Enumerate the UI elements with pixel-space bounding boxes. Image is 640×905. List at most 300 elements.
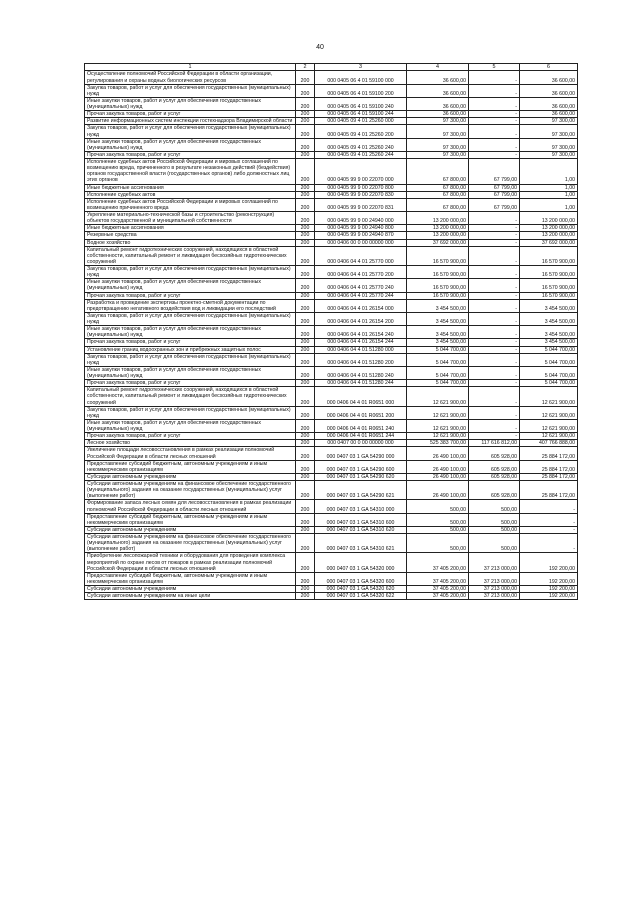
admin-code-cell: 200 <box>296 586 315 593</box>
executed-amount-cell: 605 928,00 <box>469 447 520 460</box>
admin-code-cell: 200 <box>296 232 315 239</box>
budget-code-cell: 000 0407 03 1 GA 54310 620 <box>315 526 407 533</box>
row-name-cell: Субсидии автономным учреждениям <box>85 526 296 533</box>
remaining-amount-cell: 16 570 900,00 <box>520 266 578 279</box>
executed-amount-cell: - <box>469 111 520 118</box>
budget-code-cell: 000 0405 99 9 00 22070 831 <box>315 198 407 211</box>
remaining-amount-cell: 3 454 500,00 <box>520 339 578 346</box>
admin-code-cell: 200 <box>296 500 315 513</box>
table-row <box>85 534 578 553</box>
admin-code-cell: 200 <box>296 191 315 198</box>
admin-code-cell: 200 <box>296 184 315 191</box>
budget-code-cell: 000 0406 04 4 01 25770 000 <box>315 246 407 265</box>
budget-code-cell: 000 0406 04 4 01 25770 244 <box>315 292 407 299</box>
remaining-amount-cell: 12 621 900,00 <box>520 419 578 432</box>
budget-code-cell: 000 0407 03 1 GA 54320 000 <box>315 553 407 572</box>
admin-code-cell: 200 <box>296 419 315 432</box>
approved-amount-cell: 16 570 900,00 <box>407 292 469 299</box>
table-row <box>85 500 578 513</box>
approved-amount-cell: 500,00 <box>407 534 469 553</box>
row-name-cell: Прочая закупка товаров, работ и услуг <box>85 111 296 118</box>
table-row <box>85 513 578 526</box>
admin-code-cell: 200 <box>296 138 315 151</box>
remaining-amount-cell: 3 454 500,00 <box>520 299 578 312</box>
admin-code-cell: 200 <box>296 266 315 279</box>
approved-amount-cell: 36 600,00 <box>407 111 469 118</box>
approved-amount-cell: 16 570 900,00 <box>407 279 469 292</box>
remaining-amount-cell: 192 200,00 <box>520 593 578 600</box>
row-name-cell: Закупка товаров, работ и услуг для обеспечения государственных (муниципальных) нужд <box>85 312 296 325</box>
executed-amount-cell: 605 928,00 <box>469 481 520 500</box>
row-name-cell: Лесное хозяйство <box>85 440 296 447</box>
table-row <box>85 460 578 473</box>
remaining-amount-cell: 192 200,00 <box>520 553 578 572</box>
approved-amount-cell: 3 454 500,00 <box>407 299 469 312</box>
table-row <box>85 387 578 406</box>
row-name-cell: Прочая закупка товаров, работ и услуг <box>85 151 296 158</box>
budget-code-cell: 000 0406 04 4 01 R0651 240 <box>315 419 407 432</box>
admin-code-cell: 200 <box>296 212 315 225</box>
table-row <box>85 118 578 125</box>
budget-code-cell: 000 0405 09 4 01 25260 000 <box>315 118 407 125</box>
admin-code-cell: 200 <box>296 326 315 339</box>
remaining-amount-cell: - <box>520 526 578 533</box>
executed-amount-cell: - <box>469 366 520 379</box>
table-row <box>85 299 578 312</box>
approved-amount-cell: 36 600,00 <box>407 97 469 110</box>
row-name-cell: Иные закупки товаров, работ и услуг для обеспечения государственных (муниципальных) нужд <box>85 419 296 432</box>
approved-amount-cell: 97 300,00 <box>407 125 469 138</box>
remaining-amount-cell: 5 044 700,00 <box>520 353 578 366</box>
remaining-amount-cell: 12 621 900,00 <box>520 406 578 419</box>
approved-amount-cell: 26 490 100,00 <box>407 460 469 473</box>
budget-code-cell: 000 0405 99 9 00 24940 870 <box>315 232 407 239</box>
executed-amount-cell: - <box>469 433 520 440</box>
approved-amount-cell: 12 621 900,00 <box>407 433 469 440</box>
table-row <box>85 138 578 151</box>
approved-amount-cell: 16 570 900,00 <box>407 266 469 279</box>
budget-code-cell: 000 0406 04 4 01 51280 244 <box>315 380 407 387</box>
column-header: 3 <box>315 64 407 71</box>
row-name-cell: Исполнение судебных актов Российской Федерации и мировых соглашений по возмещению вреда, причиненного в результате незаконных действий (бездействия) органов государственной власти (государственных органов) либо должностных лиц этих органов <box>85 159 296 185</box>
admin-code-cell: 200 <box>296 481 315 500</box>
remaining-amount-cell: 3 454 500,00 <box>520 312 578 325</box>
approved-amount-cell: 5 044 700,00 <box>407 380 469 387</box>
budget-code-cell: 000 0405 09 4 01 25260 240 <box>315 138 407 151</box>
table-row <box>85 473 578 480</box>
budget-code-cell: 000 0405 99 9 00 22070 800 <box>315 184 407 191</box>
executed-amount-cell: 37 213 000,00 <box>469 572 520 585</box>
approved-amount-cell: 67 800,00 <box>407 184 469 191</box>
budget-code-cell: 000 0407 03 1 GA 54310 000 <box>315 500 407 513</box>
executed-amount-cell: - <box>469 97 520 110</box>
budget-code-cell: 000 0406 04 4 01 51280 200 <box>315 353 407 366</box>
row-name-cell: Субсидии автономным учреждениям на иные цели <box>85 593 296 600</box>
executed-amount-cell: - <box>469 279 520 292</box>
approved-amount-cell: 26 490 100,00 <box>407 473 469 480</box>
budget-code-cell: 000 0405 99 9 00 22070 000 <box>315 159 407 185</box>
table-row <box>85 481 578 500</box>
table-row <box>85 71 578 84</box>
approved-amount-cell: 37 405 200,00 <box>407 593 469 600</box>
row-name-cell: Увеличение площади лесовосстановления в рамках реализации полномочий Российской Федерации в области лесных отношений <box>85 447 296 460</box>
table-row <box>85 346 578 353</box>
row-name-cell: Иные закупки товаров, работ и услуг для обеспечения государственных (муниципальных) нужд <box>85 138 296 151</box>
row-name-cell: Субсидии автономным учреждениям <box>85 586 296 593</box>
admin-code-cell: 200 <box>296 299 315 312</box>
admin-code-cell: 200 <box>296 279 315 292</box>
budget-code-cell: 000 0406 04 4 01 25770 200 <box>315 266 407 279</box>
approved-amount-cell: 16 570 900,00 <box>407 246 469 265</box>
approved-amount-cell: 500,00 <box>407 500 469 513</box>
budget-code-cell: 000 0407 03 1 GA 54310 600 <box>315 513 407 526</box>
executed-amount-cell: - <box>469 232 520 239</box>
row-name-cell: Прочая закупка товаров, работ и услуг <box>85 339 296 346</box>
table-row <box>85 339 578 346</box>
admin-code-cell: 200 <box>296 572 315 585</box>
executed-amount-cell: - <box>469 312 520 325</box>
row-name-cell: Иные закупки товаров, работ и услуг для обеспечения государственных (муниципальных) нужд <box>85 326 296 339</box>
admin-code-cell: 200 <box>296 433 315 440</box>
remaining-amount-cell: 5 044 700,00 <box>520 346 578 353</box>
table-row <box>85 593 578 600</box>
row-name-cell: Предоставление субсидий бюджетным, автономным учреждениям и иным некоммерческим организациям <box>85 572 296 585</box>
budget-code-cell: 000 0405 06 4 01 59100 244 <box>315 111 407 118</box>
budget-code-cell: 000 0406 04 4 01 26154 000 <box>315 299 407 312</box>
admin-code-cell: 200 <box>296 151 315 158</box>
executed-amount-cell: 67 799,00 <box>469 191 520 198</box>
table-row <box>85 312 578 325</box>
table-row <box>85 353 578 366</box>
remaining-amount-cell: 5 044 700,00 <box>520 380 578 387</box>
approved-amount-cell: 26 490 100,00 <box>407 447 469 460</box>
approved-amount-cell: 12 621 900,00 <box>407 406 469 419</box>
column-header: 5 <box>469 64 520 71</box>
row-name-cell: Иные бюджетные ассигнования <box>85 225 296 232</box>
budget-code-cell: 000 0405 09 4 01 25260 200 <box>315 125 407 138</box>
approved-amount-cell: 3 454 500,00 <box>407 312 469 325</box>
approved-amount-cell: 97 300,00 <box>407 151 469 158</box>
remaining-amount-cell: - <box>520 500 578 513</box>
column-number-row <box>85 64 578 71</box>
table-row <box>85 553 578 572</box>
admin-code-cell: 200 <box>296 111 315 118</box>
page-number: 40 <box>316 44 324 51</box>
admin-code-cell: 200 <box>296 440 315 447</box>
remaining-amount-cell: 13 200 000,00 <box>520 232 578 239</box>
executed-amount-cell: 500,00 <box>469 500 520 513</box>
admin-code-cell: 200 <box>296 239 315 246</box>
table-row <box>85 212 578 225</box>
approved-amount-cell: 12 621 900,00 <box>407 387 469 406</box>
row-name-cell: Субсидии автономным учреждениям на финансовое обеспечение государственного (муниципального) задания на оказание государственных (муниципальных) услуг (выполнение работ) <box>85 481 296 500</box>
executed-amount-cell: - <box>469 299 520 312</box>
executed-amount-cell: - <box>469 326 520 339</box>
approved-amount-cell: 5 044 700,00 <box>407 366 469 379</box>
executed-amount-cell: - <box>469 266 520 279</box>
table-row <box>85 380 578 387</box>
table-row <box>85 125 578 138</box>
column-header: 4 <box>407 64 469 71</box>
remaining-amount-cell: 37 692 000,00 <box>520 239 578 246</box>
column-header: 2 <box>296 64 315 71</box>
approved-amount-cell: 500,00 <box>407 513 469 526</box>
executed-amount-cell: - <box>469 246 520 265</box>
approved-amount-cell: 67 800,00 <box>407 191 469 198</box>
admin-code-cell: 200 <box>296 593 315 600</box>
row-name-cell: Закупка товаров, работ и услуг для обеспечения государственных (муниципальных) нужд <box>85 406 296 419</box>
budget-code-cell: 000 0407 03 1 GA 54290 620 <box>315 473 407 480</box>
executed-amount-cell: 117 616 812,00 <box>469 440 520 447</box>
row-name-cell: Исполнение судебных актов <box>85 191 296 198</box>
approved-amount-cell: 3 454 500,00 <box>407 326 469 339</box>
table-body <box>85 71 578 600</box>
row-name-cell: Осуществление полномочий Российской Федерации в области организации, регулирования и охраны водных биологических ресурсов <box>85 71 296 84</box>
table-row <box>85 266 578 279</box>
executed-amount-cell: 500,00 <box>469 526 520 533</box>
row-name-cell: Укрепление материально-технической базы и строительство (реконструкция) объектов государственной и муниципальной собственности <box>85 212 296 225</box>
admin-code-cell: 200 <box>296 406 315 419</box>
row-name-cell: Прочая закупка товаров, работ и услуг <box>85 292 296 299</box>
admin-code-cell: 200 <box>296 159 315 185</box>
row-name-cell: Иные закупки товаров, работ и услуг для обеспечения государственных (муниципальных) нужд <box>85 97 296 110</box>
remaining-amount-cell: 25 884 172,00 <box>520 481 578 500</box>
remaining-amount-cell: 13 200 000,00 <box>520 212 578 225</box>
row-name-cell: Иные закупки товаров, работ и услуг для обеспечения государственных (муниципальных) нужд <box>85 366 296 379</box>
approved-amount-cell: 37 405 200,00 <box>407 553 469 572</box>
budget-code-cell: 000 0406 04 4 01 26154 244 <box>315 339 407 346</box>
table-row <box>85 572 578 585</box>
budget-code-cell: 000 0406 04 4 01 R0651 244 <box>315 433 407 440</box>
approved-amount-cell: 97 300,00 <box>407 118 469 125</box>
approved-amount-cell: 37 405 200,00 <box>407 572 469 585</box>
remaining-amount-cell: 12 621 900,00 <box>520 387 578 406</box>
approved-amount-cell: 13 200 000,00 <box>407 232 469 239</box>
budget-code-cell: 000 0405 99 9 00 24940 000 <box>315 212 407 225</box>
table-row <box>85 433 578 440</box>
approved-amount-cell: 26 490 100,00 <box>407 481 469 500</box>
row-name-cell: Субсидии автономным учреждениям <box>85 473 296 480</box>
admin-code-cell: 200 <box>296 526 315 533</box>
executed-amount-cell: 67 799,00 <box>469 184 520 191</box>
row-name-cell: Развитие информационных систем инспекции гостехнадзора Владимирской области <box>85 118 296 125</box>
executed-amount-cell: - <box>469 239 520 246</box>
admin-code-cell: 200 <box>296 380 315 387</box>
executed-amount-cell: 67 799,00 <box>469 198 520 211</box>
approved-amount-cell: 37 405 200,00 <box>407 586 469 593</box>
budget-code-cell: 000 0407 03 1 GA 54290 621 <box>315 481 407 500</box>
budget-code-cell: 000 0406 04 4 01 51280 000 <box>315 346 407 353</box>
executed-amount-cell: 605 928,00 <box>469 473 520 480</box>
approved-amount-cell: 37 692 000,00 <box>407 239 469 246</box>
row-name-cell: Закупка товаров, работ и услуг для обеспечения государственных (муниципальных) нужд <box>85 84 296 97</box>
executed-amount-cell: 37 213 000,00 <box>469 586 520 593</box>
table-row <box>85 159 578 185</box>
budget-code-cell: 000 0406 04 4 01 25770 240 <box>315 279 407 292</box>
admin-code-cell: 200 <box>296 473 315 480</box>
budget-code-cell: 000 0406 04 4 01 R0651 000 <box>315 387 407 406</box>
executed-amount-cell: - <box>469 419 520 432</box>
budget-code-cell: 000 0407 03 1 GA 54320 622 <box>315 593 407 600</box>
approved-amount-cell: 525 383 700,00 <box>407 440 469 447</box>
column-header: 6 <box>520 64 578 71</box>
budget-code-cell: 000 0406 00 0 00 00000 000 <box>315 239 407 246</box>
remaining-amount-cell: 1,00 <box>520 159 578 185</box>
row-name-cell: Исполнение судебных актов Российской Федерации и мировых соглашений по возмещению причиненного вреда <box>85 198 296 211</box>
executed-amount-cell: 500,00 <box>469 534 520 553</box>
approved-amount-cell: 36 600,00 <box>407 71 469 84</box>
remaining-amount-cell: 25 884 172,00 <box>520 473 578 480</box>
table-row <box>85 232 578 239</box>
executed-amount-cell: - <box>469 387 520 406</box>
budget-code-cell: 000 0405 06 4 01 59100 200 <box>315 84 407 97</box>
table-row <box>85 292 578 299</box>
remaining-amount-cell: 16 570 900,00 <box>520 246 578 265</box>
row-name-cell: Резервные средства <box>85 232 296 239</box>
admin-code-cell: 200 <box>296 447 315 460</box>
remaining-amount-cell: 36 600,00 <box>520 97 578 110</box>
approved-amount-cell: 500,00 <box>407 526 469 533</box>
remaining-amount-cell: 192 200,00 <box>520 572 578 585</box>
approved-amount-cell: 36 600,00 <box>407 84 469 97</box>
approved-amount-cell: 12 621 900,00 <box>407 419 469 432</box>
admin-code-cell: 200 <box>296 366 315 379</box>
remaining-amount-cell: 1,00 <box>520 184 578 191</box>
executed-amount-cell: - <box>469 212 520 225</box>
admin-code-cell: 200 <box>296 292 315 299</box>
table-row <box>85 440 578 447</box>
remaining-amount-cell: - <box>520 534 578 553</box>
approved-amount-cell: 3 454 500,00 <box>407 339 469 346</box>
table-row <box>85 526 578 533</box>
remaining-amount-cell: 97 300,00 <box>520 125 578 138</box>
row-name-cell: Закупка товаров, работ и услуг для обеспечения государственных (муниципальных) нужд <box>85 353 296 366</box>
row-name-cell: Прочая закупка товаров, работ и услуг <box>85 380 296 387</box>
remaining-amount-cell: 97 300,00 <box>520 118 578 125</box>
table-row <box>85 111 578 118</box>
admin-code-cell: 200 <box>296 460 315 473</box>
admin-code-cell: 200 <box>296 553 315 572</box>
row-name-cell: Иные бюджетные ассигнования <box>85 184 296 191</box>
executed-amount-cell: - <box>469 71 520 84</box>
executed-amount-cell: - <box>469 84 520 97</box>
executed-amount-cell: - <box>469 118 520 125</box>
executed-amount-cell: - <box>469 353 520 366</box>
remaining-amount-cell: 97 300,00 <box>520 151 578 158</box>
row-name-cell: Иные закупки товаров, работ и услуг для обеспечения государственных (муниципальных) нужд <box>85 279 296 292</box>
table-row <box>85 406 578 419</box>
admin-code-cell: 200 <box>296 71 315 84</box>
executed-amount-cell: - <box>469 225 520 232</box>
remaining-amount-cell: 407 766 888,00 <box>520 440 578 447</box>
row-name-cell: Закупка товаров, работ и услуг для обеспечения государственных (муниципальных) нужд <box>85 125 296 138</box>
remaining-amount-cell: 12 621 900,00 <box>520 433 578 440</box>
table-row <box>85 225 578 232</box>
executed-amount-cell: - <box>469 380 520 387</box>
remaining-amount-cell: 36 600,00 <box>520 84 578 97</box>
budget-code-cell: 000 0407 03 1 GA 54290 000 <box>315 447 407 460</box>
executed-amount-cell: - <box>469 346 520 353</box>
executed-amount-cell: 605 928,00 <box>469 460 520 473</box>
approved-amount-cell: 13 200 000,00 <box>407 212 469 225</box>
budget-code-cell: 000 0406 04 4 01 26154 240 <box>315 326 407 339</box>
remaining-amount-cell: 13 200 000,00 <box>520 225 578 232</box>
admin-code-cell: 200 <box>296 246 315 265</box>
admin-code-cell: 200 <box>296 198 315 211</box>
table-row <box>85 586 578 593</box>
table-row <box>85 151 578 158</box>
admin-code-cell: 200 <box>296 118 315 125</box>
executed-amount-cell: - <box>469 138 520 151</box>
remaining-amount-cell: 97 300,00 <box>520 138 578 151</box>
remaining-amount-cell: - <box>520 513 578 526</box>
budget-code-cell: 000 0406 04 4 01 26154 200 <box>315 312 407 325</box>
table-row <box>85 326 578 339</box>
executed-amount-cell: 67 799,00 <box>469 159 520 185</box>
remaining-amount-cell: 36 600,00 <box>520 111 578 118</box>
admin-code-cell: 200 <box>296 339 315 346</box>
row-name-cell: Закупка товаров, работ и услуг для обеспечения государственных (муниципальных) нужд <box>85 266 296 279</box>
table-row <box>85 198 578 211</box>
table-row <box>85 419 578 432</box>
executed-amount-cell: 500,00 <box>469 513 520 526</box>
executed-amount-cell: - <box>469 292 520 299</box>
budget-code-cell: 000 0407 00 0 00 00000 000 <box>315 440 407 447</box>
row-name-cell: Предоставление субсидий бюджетным, автономным учреждениям и иным некоммерческим организациям <box>85 513 296 526</box>
remaining-amount-cell: 36 600,00 <box>520 71 578 84</box>
table-row <box>85 366 578 379</box>
row-name-cell: Разработка и проведение экспертизы проектно-сметной документации по предотвращению негативного воздействия вод и ликвидации его последствий <box>85 299 296 312</box>
admin-code-cell: 200 <box>296 513 315 526</box>
admin-code-cell: 200 <box>296 534 315 553</box>
row-name-cell: Предоставление субсидий бюджетным, автономным учреждениям и иным некоммерческим организациям <box>85 460 296 473</box>
budget-code-cell: 000 0405 99 9 00 24940 800 <box>315 225 407 232</box>
budget-code-cell: 000 0407 03 1 GA 54320 620 <box>315 586 407 593</box>
approved-amount-cell: 5 044 700,00 <box>407 353 469 366</box>
admin-code-cell: 200 <box>296 97 315 110</box>
executed-amount-cell: - <box>469 151 520 158</box>
admin-code-cell: 200 <box>296 84 315 97</box>
row-name-cell: Формирование запаса лесных семян для лесовосстановления в рамках реализации полномочий Российской Федерации в области лесных отношений <box>85 500 296 513</box>
row-name-cell: Водное хозяйство <box>85 239 296 246</box>
remaining-amount-cell: 1,00 <box>520 198 578 211</box>
approved-amount-cell: 13 200 000,00 <box>407 225 469 232</box>
admin-code-cell: 200 <box>296 346 315 353</box>
budget-code-cell: 000 0407 03 1 GA 54320 600 <box>315 572 407 585</box>
row-name-cell: Приобретение лесопожарной техники и оборудования для проведения комплекса мероприятий по охране лесов от пожаров в рамках реализации полномочий Российской Федерации в области лесных отношений <box>85 553 296 572</box>
budget-code-cell: 000 0406 04 4 01 R0651 200 <box>315 406 407 419</box>
approved-amount-cell: 97 300,00 <box>407 138 469 151</box>
remaining-amount-cell: 25 884 172,00 <box>520 447 578 460</box>
executed-amount-cell: 37 213 000,00 <box>469 593 520 600</box>
remaining-amount-cell: 1,00 <box>520 191 578 198</box>
remaining-amount-cell: 25 884 172,00 <box>520 460 578 473</box>
admin-code-cell: 200 <box>296 353 315 366</box>
table-row <box>85 279 578 292</box>
budget-code-cell: 000 0405 09 4 01 25260 244 <box>315 151 407 158</box>
row-name-cell: Субсидии автономным учреждениям на финансовое обеспечение государственного (муниципального) задания на оказание государственных (муниципальных) услуг (выполнение работ) <box>85 534 296 553</box>
table-row <box>85 246 578 265</box>
approved-amount-cell: 5 044 700,00 <box>407 346 469 353</box>
admin-code-cell: 200 <box>296 125 315 138</box>
table-row <box>85 239 578 246</box>
remaining-amount-cell: 16 570 900,00 <box>520 292 578 299</box>
budget-code-cell: 000 0407 03 1 GA 54290 600 <box>315 460 407 473</box>
budget-code-cell: 000 0405 99 9 00 22070 830 <box>315 191 407 198</box>
remaining-amount-cell: 16 570 900,00 <box>520 279 578 292</box>
budget-code-cell: 000 0405 06 4 01 59100 000 <box>315 71 407 84</box>
executed-amount-cell: 37 213 000,00 <box>469 553 520 572</box>
